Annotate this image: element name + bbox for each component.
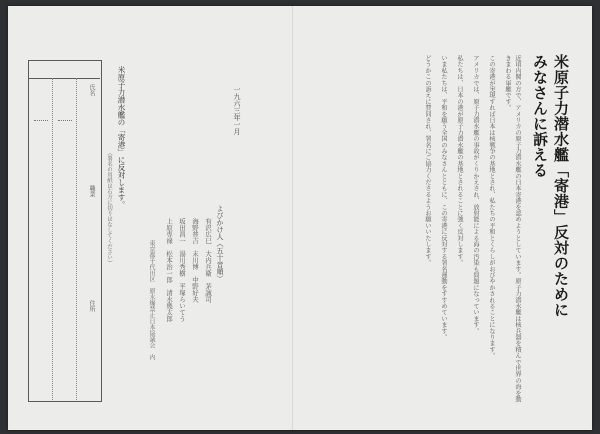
petition-column-divider [76, 78, 78, 400]
signatory-row: 坂田昌一 湯川秀樹 平塚らいてう [178, 218, 186, 322]
signatory-row: 上原専禄 松本治一郎 清水幾太郎 [165, 218, 173, 322]
appeal-paragraph: 私たちは、日本の港が原子力潜水艦の基地とされることに強く反対します。 [456, 55, 463, 266]
signatories-label: よびかけ人（五十音順） [216, 205, 224, 282]
headline-line1: 米原子力潜水艦「寄港」反対のために [552, 54, 570, 318]
petition-title: 米原子力潜水艦の「寄港」に反対します。 [117, 66, 126, 209]
signatory-row: 有沢広巳 大内兵衛 茅誠司 [204, 218, 212, 303]
petition-column-occupation: 職業 [88, 185, 95, 197]
appeal-paragraph: どうかこの訴えに賛同され、署名にご協力くださるようお願いいたします。 [424, 55, 431, 266]
appeal-body [300, 55, 522, 403]
appeal-paragraph: いま私たちは、平和を願う全国のみなさんとともに、この寄港に反対する署名運動をすすめています。 [440, 55, 447, 341]
signatory-row: 海野普吉 末川博 中野好夫 [191, 218, 199, 303]
petition-column-divider [52, 78, 54, 400]
petition-column-address: 住所 [88, 300, 95, 312]
date-line: 一九六三年一月 [233, 86, 241, 135]
headline-line2: みなさんに訴える [531, 54, 549, 178]
signature-line[interactable] [58, 120, 72, 122]
appeal-paragraph: 近頃内閣の方で、アメリカの原子力潜水艦の日本寄港を認めようとしています。原子力潜水艦は核兵器を積んで世界の海を動きまわる軍艦です。 [504, 55, 521, 403]
center-fold [292, 6, 293, 430]
contact-line: 東京都千代田区 原水爆禁止日本協議会 内 [148, 240, 155, 360]
appeal-paragraph: この寄港が実現すれば日本は核戦争の基地とされ、私たちの平和とくらしがおびやかされることになります。 [488, 55, 495, 359]
petition-note: （署名の用紙は右方に切りはなしてください） [106, 150, 112, 266]
petition-column-name: 氏名 [88, 84, 95, 96]
signature-line[interactable] [34, 120, 48, 122]
appeal-paragraph: アメリカでは、原子力潜水艦の事故がくりかえされ、放射能による海の汚染も問題になっています。 [472, 55, 479, 334]
petition-header-rule [28, 78, 100, 79]
